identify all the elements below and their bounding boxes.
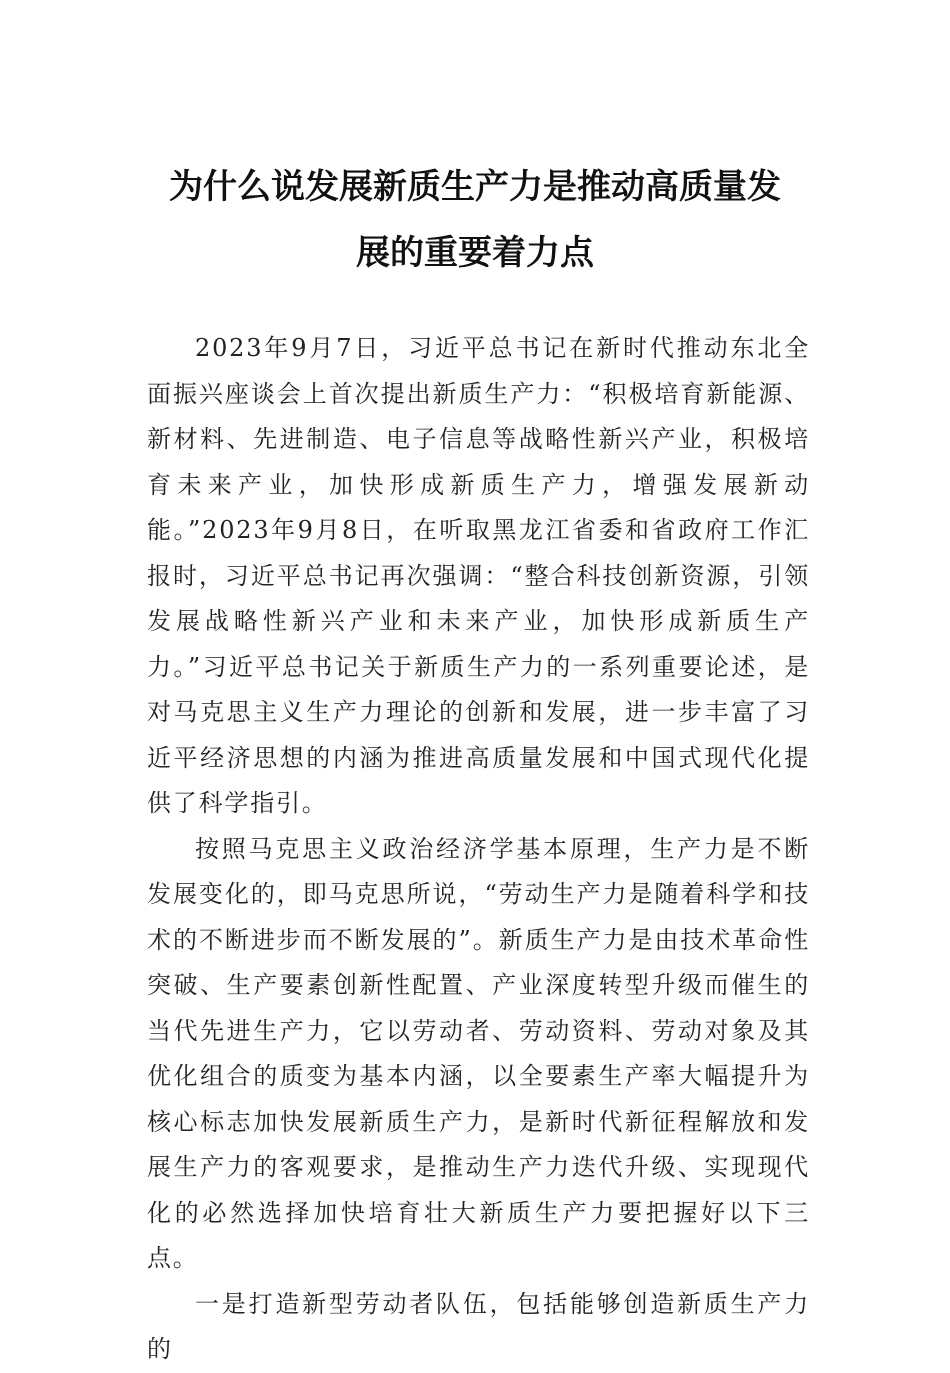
paragraph-2: 按照马克思主义政治经济学基本原理，生产力是不断发展变化的，即马克思所说，“劳动生产力是随着科学和技术的不断进步而不断发展的”。新质生产力是由技术革命性突破、生产要素创新性配置、产业深度转型升级而催生的当代先进生产力，它以劳动者、劳动资料、劳动对象及其优化组合的质变为基本内涵，以全要素生产率大幅提升为核心标志加快发展新质生产力，是新时代新征程解放和发展生产力的客观要求，是推动生产力迭代升级、实现现代化的必然选择加快培育壮大新质生产力要把握好以下三点。 bbox=[147, 834, 810, 1272]
document-title-line-1: 为什么说发展新质生产力是推动高质量发 bbox=[169, 167, 781, 207]
document-title-line-2: 展的重要着力点 bbox=[356, 233, 594, 273]
paragraph-1: 2023年9月7日，习近平总书记在新时代推动东北全面振兴座谈会上首次提出新质生产力：“积极培育新能源、新材料、先进制造、电子信息等战略性新兴产业，积极培育未来产业，加快形成新质生产力，增强发展新动能。”2023年9月8日，在听取黑龙江省委和省政府工作汇报时，习近平总书记再次强调：“整合科技创新资源，引领发展战略性新兴产业和未来产业，加快形成新质生产力。”习近平总书记关于新质生产力的一系列重要论述，是对马克思主义生产力理论的创新和发展，进一步丰富了习近平经济思想的内涵为推进高质量发展和中国式现代化提供了科学指引。 bbox=[147, 334, 810, 817]
document-body bbox=[147, 326, 810, 1373]
paragraph-3: 一是打造新型劳动者队伍，包括能够创造新质生产力的 bbox=[147, 1289, 810, 1363]
